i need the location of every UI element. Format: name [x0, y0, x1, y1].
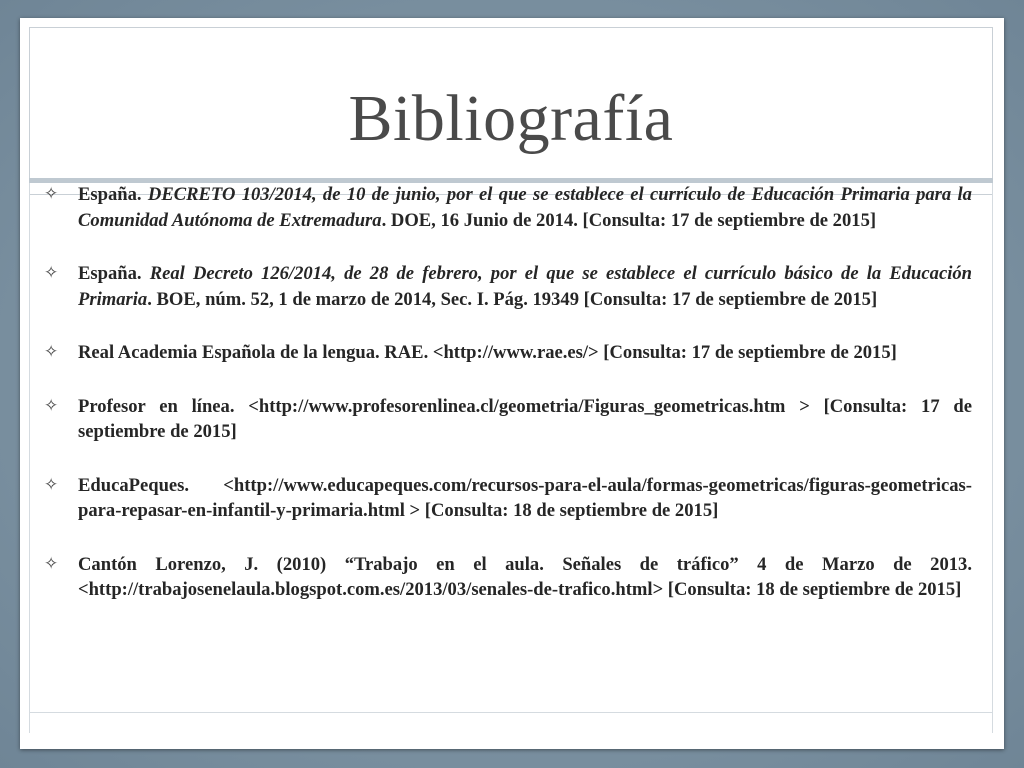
frame-line-right: [992, 183, 993, 733]
reference-item: [40, 394, 972, 445]
reference-details: Cantón Lorenzo, J. (2010) “Trabajo en el aula. Señales de tráfico” 4 de Marzo de 2013. <http://trabajosenelaula.blogspot.com.es/2013/03/senales-de-trafico.html> [Consulta: 18 de septiembre de 2015]: [78, 553, 972, 600]
frame-line-left: [29, 183, 30, 733]
slide-title: Bibliografía: [348, 82, 674, 155]
reference-title: DECRETO 103/2014, de 10 de junio, por el que se establece el currículo de Educación Primaria para la Comunidad Autónoma de Extremadura: [78, 184, 972, 231]
four-point-star-icon: ✧: [44, 184, 59, 204]
frame-line-bottom: [29, 712, 993, 713]
four-point-star-icon: ✧: [44, 263, 59, 283]
slide: [20, 18, 1004, 749]
title-frame: [29, 27, 993, 195]
reference-details: EducaPeques. <http://www.educapeques.com/recursos-para-el-aula/formas-geometricas/figuras-geometricas-para-repasar-en-infantil-y-primaria.html > [Consulta: 18 de septiembre de 2015]: [78, 474, 972, 521]
reference-item: [40, 473, 972, 524]
reference-item: [40, 552, 972, 603]
reference-details: . DOE, 16 Junio de 2014. [Consulta: 17 de septiembre de 2015]: [381, 209, 877, 231]
four-point-star-icon: ✧: [44, 395, 59, 416]
bibliography-list: [40, 182, 972, 631]
four-point-star-icon: ✧: [44, 342, 59, 362]
reference-details: Profesor en línea. <http://www.profesorenlinea.cl/geometria/Figuras_geometricas.htm > [Consulta: 17 de septiembre de 2015]: [78, 395, 972, 442]
reference-author: España.: [78, 184, 142, 205]
reference-title: Real Decreto 126/2014, de 28 de febrero, por el que se establece el currículo básico de la Educación Primaria: [78, 263, 972, 310]
reference-item: [40, 340, 972, 366]
reference-details: . BOE, núm. 52, 1 de marzo de 2014, Sec. I. Pág. 19349 [Consulta: 17 de septiembre de 2015]: [147, 288, 878, 310]
four-point-star-icon: ✧: [44, 553, 59, 574]
four-point-star-icon: ✧: [44, 474, 59, 495]
reference-author: España.: [78, 263, 142, 284]
reference-details: Real Academia Española de la lengua. RAE. <http://www.rae.es/> [Consulta: 17 de septiembre de 2015]: [78, 342, 897, 363]
reference-item: [40, 182, 972, 233]
reference-item: [40, 261, 972, 312]
